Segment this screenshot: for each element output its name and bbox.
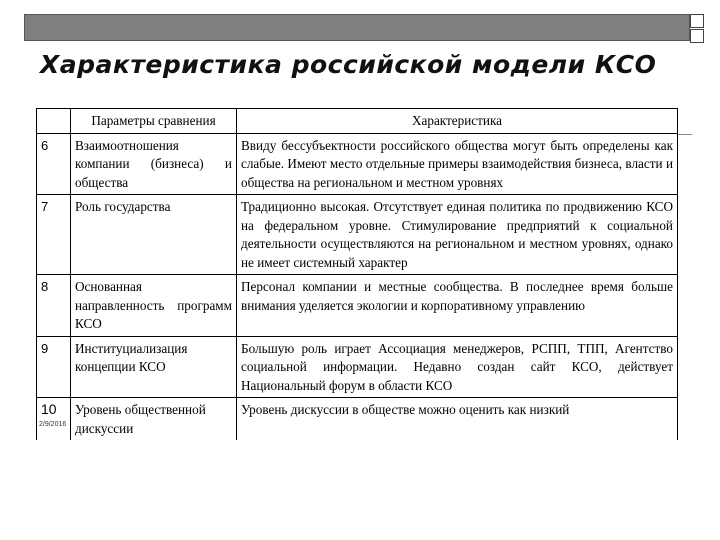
row-desc: Персонал компании и местные сообщества. В последнее время больше внимания уделяется экологии и корпоративному управлению: [237, 275, 678, 337]
corner-square-top: [690, 14, 704, 28]
row-number: 10: [41, 401, 57, 417]
header-param: Параметры сравнения: [71, 109, 237, 134]
row-number-cell: [37, 398, 71, 441]
row-param: Уровень общественной дискуссии: [71, 398, 237, 441]
table-row: [37, 195, 678, 275]
table-row: [37, 336, 678, 398]
row-param: Взаимоотношения компании (бизнеса) и общества: [71, 133, 237, 195]
table-row: [37, 133, 678, 195]
slide-top-bar: [24, 14, 690, 41]
comparison-table: [36, 108, 678, 440]
row-number: 9: [37, 336, 71, 398]
corner-square-bottom: [690, 29, 704, 43]
row-param: Основанная направленность программ КСО: [71, 275, 237, 337]
row-desc: Традиционно высокая. Отсутствует единая политика по продвижению КСО на федеральном уровне. Стимулирование предприятий к социальной деятельности осуществляются на региональном и местном уровнях, однако не имеет системный характер: [237, 195, 678, 275]
table-header-row: [37, 109, 678, 134]
table-row: [37, 275, 678, 337]
table-row: [37, 398, 678, 441]
row-param: Роль государства: [71, 195, 237, 275]
slide-date: 2/9/2016: [39, 420, 67, 428]
header-num: [37, 109, 71, 134]
row-number: 7: [37, 195, 71, 275]
slide-title: Характеристика российской модели КСО: [40, 50, 657, 79]
row-desc: Уровень дискуссии в обществе можно оценить как низкий: [237, 398, 678, 441]
row-desc: Большую роль играет Ассоциация менеджеров, РСПП, ТПП, Агентство социальной информации. Недавно создан сайт КСО, действует Национальный форум в области КСО: [237, 336, 678, 398]
row-desc: Ввиду бессубъектности российского общества могут быть определены как слабые. Имеют место отдельные примеры взаимодействия бизнеса, власти и общества на региональном и местном уровнях: [237, 133, 678, 195]
header-desc: Характеристика: [237, 109, 678, 134]
row-number: 6: [37, 133, 71, 195]
row-param: Институциализация концепции КСО: [71, 336, 237, 398]
row-number: 8: [37, 275, 71, 337]
